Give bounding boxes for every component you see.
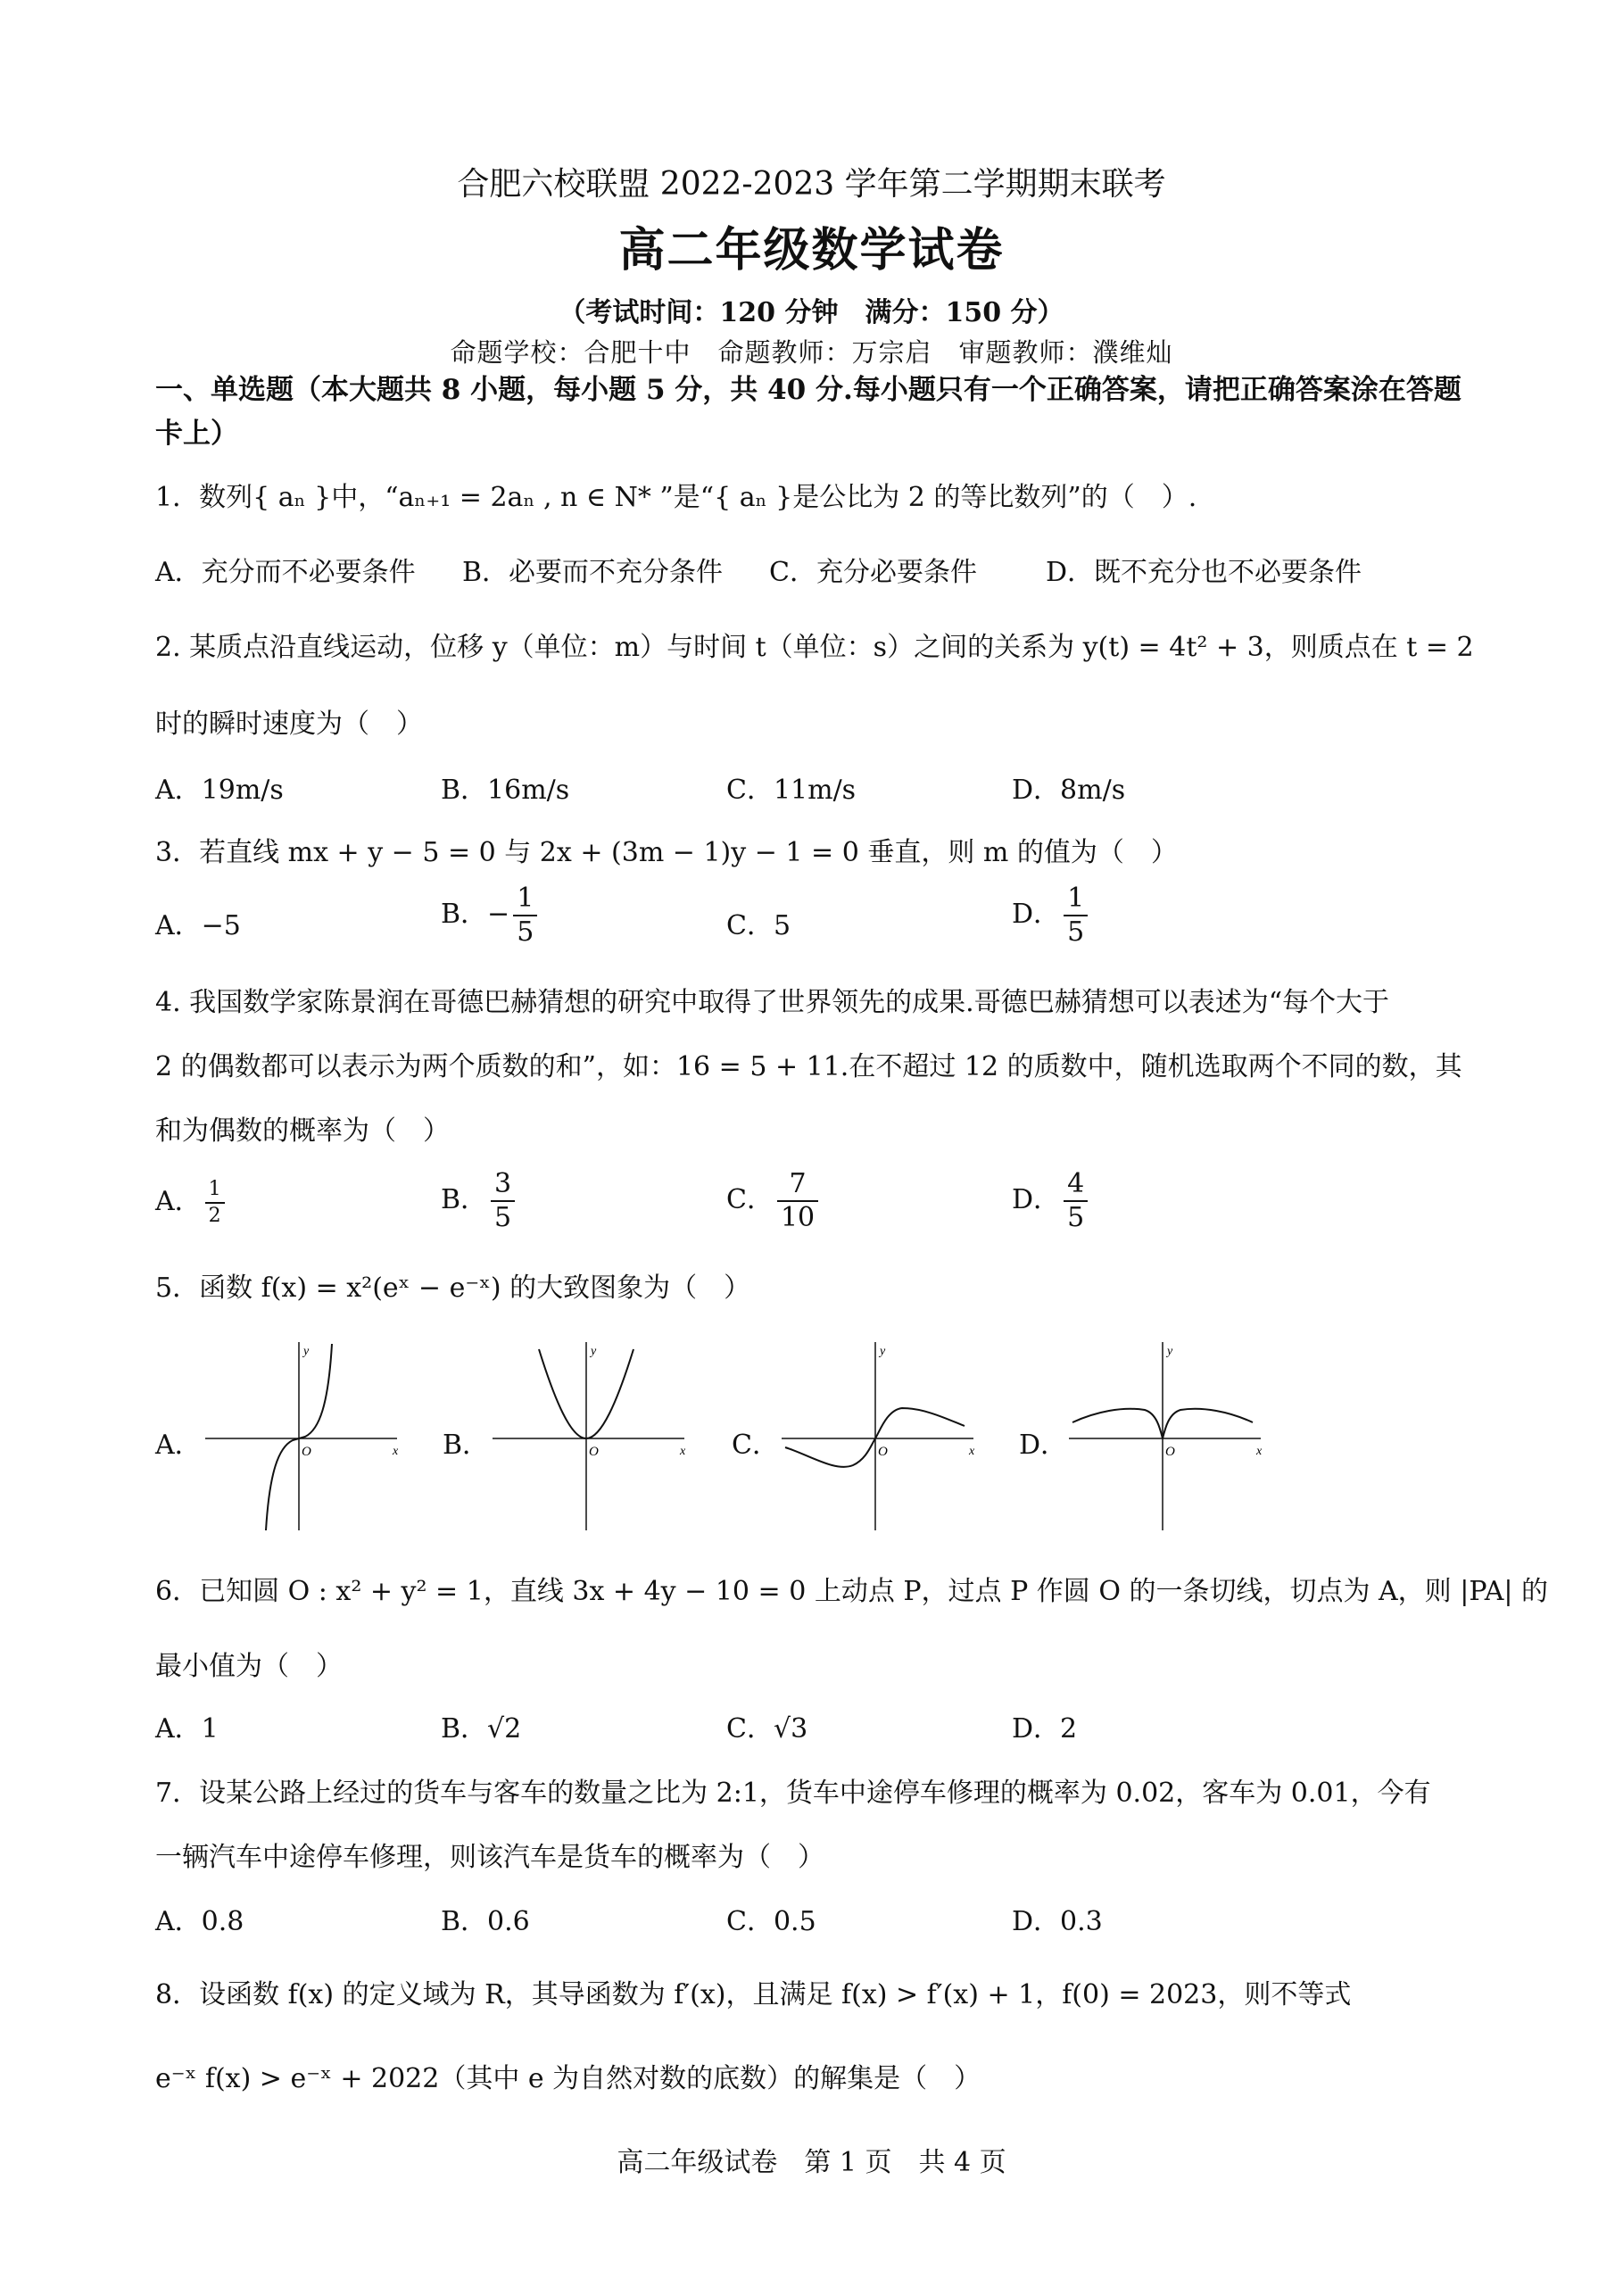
- q4-option-a: [155, 1180, 228, 1226]
- page-footer: 高二年级试卷 第 1 页 共 4 页: [617, 2147, 1006, 2178]
- question-4: 4. 我国数学家陈景润在哥德巴赫猜想的研究中取得了世界领先的成果.哥德巴赫猜想可以表述为“每个大于: [155, 987, 1390, 1018]
- x-label: x: [393, 1445, 399, 1458]
- q7-option-b: B．0.6: [441, 1906, 530, 1937]
- q5-graph-c: [782, 1339, 978, 1535]
- fraction-numerator: 3: [491, 1171, 515, 1202]
- question-5: 5．函数 f(x) = x²(eˣ − e⁻ˣ) 的大致图象为（ ）: [155, 1272, 751, 1304]
- q4-option-a-fraction: [205, 1180, 225, 1226]
- q4-option-c-label: C．: [726, 1184, 774, 1215]
- y-label: y: [880, 1345, 886, 1358]
- q5-option-b-label: B．: [443, 1430, 490, 1461]
- question-3: 3．若直线 mx + y − 5 = 0 与 2x + (3m − 1)y − 1 = 0 垂直，则 m 的值为（ ）: [155, 837, 1178, 868]
- exam-union-title: 合肥六校联盟 2022-2023 学年第二学期期末联考: [457, 166, 1166, 203]
- fraction-denominator: 5: [494, 1202, 512, 1233]
- q3-option-a: A．−5: [155, 910, 241, 941]
- question-8-cont: e⁻ˣ f(x) > e⁻ˣ + 2022（其中 e 为自然对数的底数）的解集是（ ）: [155, 2063, 981, 2094]
- exam-title: 高二年级数学试卷: [618, 223, 1005, 278]
- q2-option-d: D．8m/s: [1012, 775, 1126, 806]
- x-label: x: [680, 1445, 686, 1458]
- q4-option-d-fraction: [1064, 1168, 1088, 1233]
- x-label: x: [969, 1445, 975, 1458]
- question-6-cont: 最小值为（ ）: [155, 1651, 343, 1682]
- q1-option-c: C．充分必要条件: [769, 557, 977, 588]
- q4-option-d-label: D．: [1012, 1184, 1061, 1215]
- q4-option-d: [1012, 1168, 1091, 1233]
- question-2-cont: 时的瞬时速度为（ ）: [155, 709, 423, 740]
- q6-option-c: C．√3: [726, 1713, 808, 1745]
- q3-option-c: C．5: [726, 910, 791, 941]
- question-4-cont1: 2 的偶数都可以表示为两个质数的和”，如：16 = 5 + 11.在不超过 12 的质数中，随机选取两个不同的数，其: [155, 1051, 1462, 1082]
- q7-option-c: C．0.5: [726, 1906, 816, 1937]
- q4-option-b-fraction: [491, 1168, 515, 1233]
- x-label: x: [1256, 1445, 1263, 1458]
- fraction-numerator: 1: [205, 1180, 225, 1204]
- q5-option-d-label: D．: [1019, 1430, 1068, 1461]
- exam-authors: 命题学校：合肥十中 命题教师：万宗启 审题教师：濮维灿: [450, 337, 1173, 368]
- q3-option-d-fraction: [1064, 885, 1088, 946]
- q3-option-b: [441, 885, 541, 946]
- exam-time-score: （考试时间：120 分钟 满分：150 分）: [559, 297, 1064, 328]
- fraction-denominator: 5: [517, 916, 534, 948]
- q4-option-b-label: B．: [441, 1184, 488, 1215]
- q1-option-d: D．既不充分也不必要条件: [1046, 557, 1362, 588]
- question-1: 1．数列{ aₙ }中，“aₙ₊₁ = 2aₙ , n ∈ N* ”是“{ aₙ }是公比为 2 的等比数列”的（ ）.: [155, 482, 1197, 513]
- q2-option-b: B．16m/s: [441, 775, 570, 806]
- question-6: 6．已知圆 O : x² + y² = 1，直线 3x + 4y − 10 = 0 上动点 P，过点 P 作圆 O 的一条切线，切点为 A，则 |PA| 的: [155, 1576, 1549, 1607]
- section-heading-cont: 卡上）: [155, 418, 238, 450]
- q4-option-c-fraction: [777, 1168, 818, 1233]
- q5-option-a-label: A．: [155, 1430, 202, 1461]
- q3-option-b-label: B．−: [441, 899, 510, 930]
- fraction-denominator: 2: [208, 1205, 221, 1227]
- q4-option-b: [441, 1168, 518, 1233]
- q5-option-c-label: C．: [732, 1430, 779, 1461]
- q1-option-a: A．充分而不必要条件: [155, 557, 416, 588]
- question-7: 7．设某公路上经过的货车与客车的数量之比为 2:1，货车中途停车修理的概率为 0.02，客车为 0.01，今有: [155, 1778, 1431, 1809]
- q7-option-a: A．0.8: [155, 1906, 244, 1937]
- q1-option-b: B．必要而不充分条件: [462, 557, 724, 588]
- question-8: 8．设函数 f(x) 的定义域为 R，其导函数为 f′(x)，且满足 f(x) > f′(x) + 1，f(0) = 2023，则不等式: [155, 1979, 1352, 2010]
- q2-option-c: C．11m/s: [726, 775, 857, 806]
- origin-label: O: [302, 1445, 311, 1459]
- question-4-cont2: 和为偶数的概率为（ ）: [155, 1115, 450, 1147]
- q5-graph-b: [493, 1339, 689, 1535]
- fraction-denominator: 5: [1067, 916, 1085, 948]
- fraction-denominator: 5: [1067, 1202, 1085, 1233]
- origin-label: O: [589, 1445, 599, 1459]
- fraction-numerator: 4: [1064, 1171, 1088, 1202]
- y-label: y: [1167, 1345, 1173, 1358]
- q3-option-b-fraction: [513, 885, 537, 946]
- fraction-numerator: 1: [513, 885, 537, 916]
- y-label: y: [591, 1345, 597, 1358]
- q6-option-b: B．√2: [441, 1713, 522, 1745]
- section-heading: 一、单选题（本大题共 8 小题，每小题 5 分，共 40 分.每小题只有一个正确答案，请把正确答案涂在答题: [155, 374, 1462, 406]
- fraction-numerator: 1: [1064, 885, 1088, 916]
- origin-label: O: [878, 1445, 888, 1459]
- fraction-numerator: 7: [777, 1171, 818, 1202]
- fraction-denominator: 10: [780, 1202, 816, 1233]
- q6-option-a: A．1: [155, 1713, 219, 1745]
- origin-label: O: [1165, 1445, 1175, 1459]
- q7-option-d: D．0.3: [1012, 1906, 1103, 1937]
- question-2: 2. 某质点沿直线运动，位移 y（单位：m）与时间 t（单位：s）之间的关系为 y(t) = 4t² + 3，则质点在 t = 2: [155, 632, 1474, 663]
- q4-option-a-label: A．: [155, 1186, 202, 1217]
- q3-option-d: [1012, 885, 1091, 946]
- y-label: y: [303, 1345, 310, 1358]
- q5-graph-a: [205, 1339, 402, 1535]
- q5-graph-d: [1069, 1339, 1265, 1535]
- q6-option-d: D．2: [1012, 1713, 1078, 1745]
- q4-option-c: [726, 1168, 822, 1233]
- q3-option-d-label: D．: [1012, 899, 1061, 930]
- q2-option-a: A．19m/s: [155, 775, 284, 806]
- question-7-cont: 一辆汽车中途停车修理，则该汽车是货车的概率为（ ）: [155, 1842, 824, 1873]
